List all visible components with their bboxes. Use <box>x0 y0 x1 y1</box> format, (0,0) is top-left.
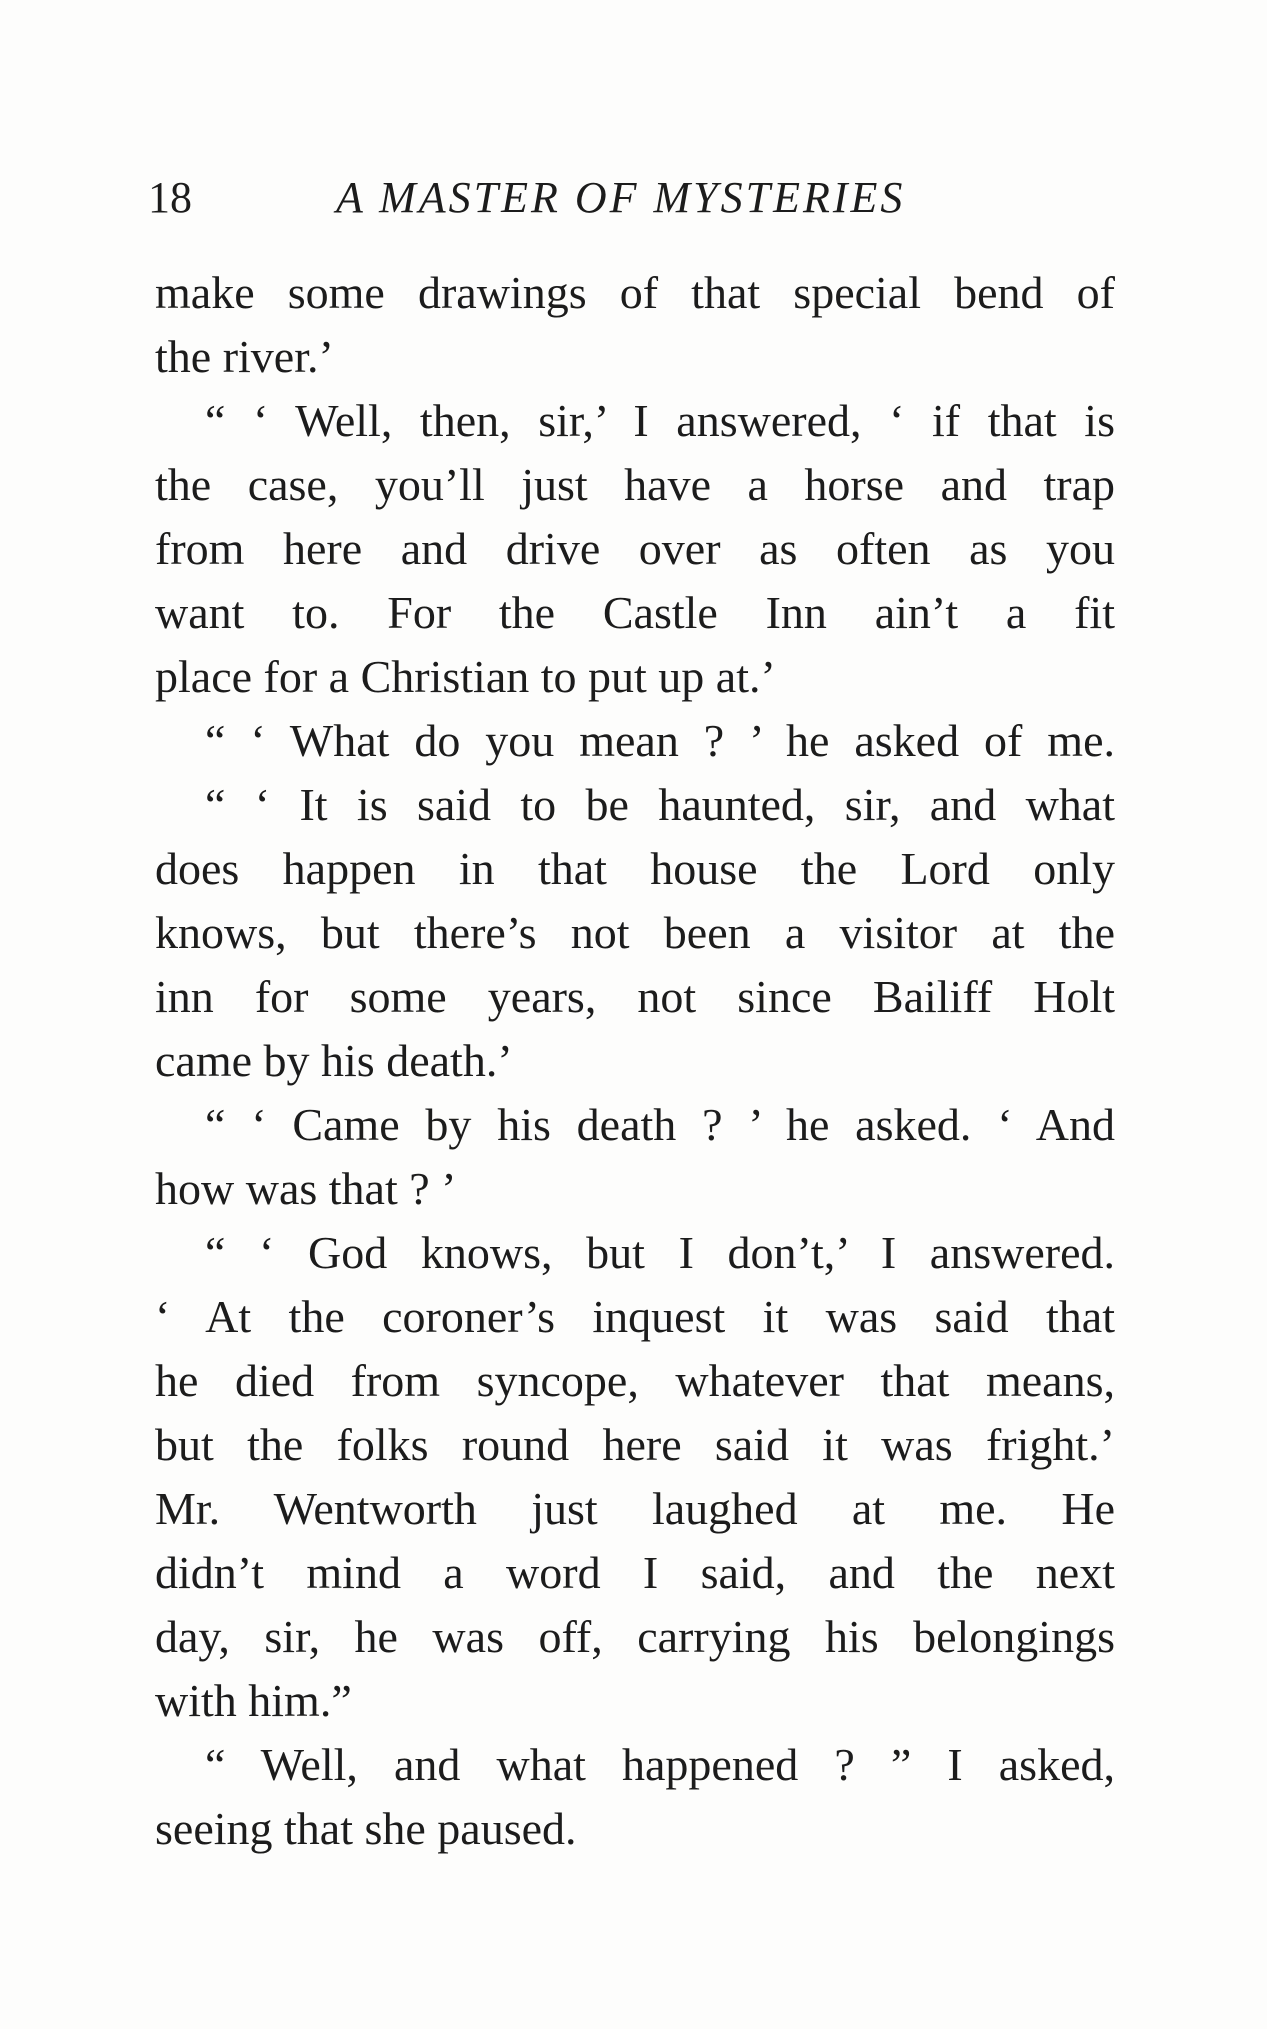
text-line: “ ‘ God knows, but I don’t,’ I answered. <box>205 1227 1115 1278</box>
text-line: “ Well, and what happened ? ” I asked, <box>205 1739 1115 1790</box>
text-line: the river.’ <box>155 331 334 382</box>
text-line: make some drawings of that special bend of <box>155 267 1115 318</box>
text-line: day, sir, he was off, carrying his belongings <box>155 1611 1115 1662</box>
text-line: came by his death.’ <box>155 1035 513 1086</box>
text-line: the case, you’ll just have a horse and trap <box>155 459 1115 510</box>
text-line: does happen in that house the Lord only <box>155 843 1115 894</box>
text-line: with him.” <box>155 1675 352 1726</box>
text-line: didn’t mind a word I said, and the next <box>155 1547 1115 1598</box>
text-line: he died from syncope, whatever that means, <box>155 1355 1115 1406</box>
text-line: “ ‘ What do you mean ? ’ he asked of me. <box>205 715 1115 766</box>
text-line: want to. For the Castle Inn ain’t a fit <box>155 587 1115 638</box>
text-line: knows, but there’s not been a visitor at the <box>155 907 1115 958</box>
text-line: “ ‘ Well, then, sir,’ I answered, ‘ if that is <box>205 395 1115 446</box>
text-line: ‘ At the coroner’s inquest it was said that <box>155 1291 1115 1342</box>
text-line: Mr. Wentworth just laughed at me. He <box>155 1483 1115 1534</box>
text-line: “ ‘ Came by his death ? ’ he asked. ‘ And <box>205 1099 1115 1150</box>
body-text <box>155 261 1115 1861</box>
text-line: “ ‘ It is said to be haunted, sir, and what <box>205 779 1115 830</box>
text-line: from here and drive over as often as you <box>155 523 1115 574</box>
text-line: place for a Christian to put up at.’ <box>155 651 776 702</box>
text-line: but the folks round here said it was fright.’ <box>155 1419 1115 1470</box>
text-line: seeing that she paused. <box>155 1803 577 1854</box>
page-header <box>148 168 1128 228</box>
text-line: how was that ? ’ <box>155 1163 457 1214</box>
text-line: inn for some years, not since Bailiff Holt <box>155 971 1115 1022</box>
running-title: A MASTER OF MYSTERIES <box>336 173 906 222</box>
page-number: 18 <box>148 173 192 222</box>
